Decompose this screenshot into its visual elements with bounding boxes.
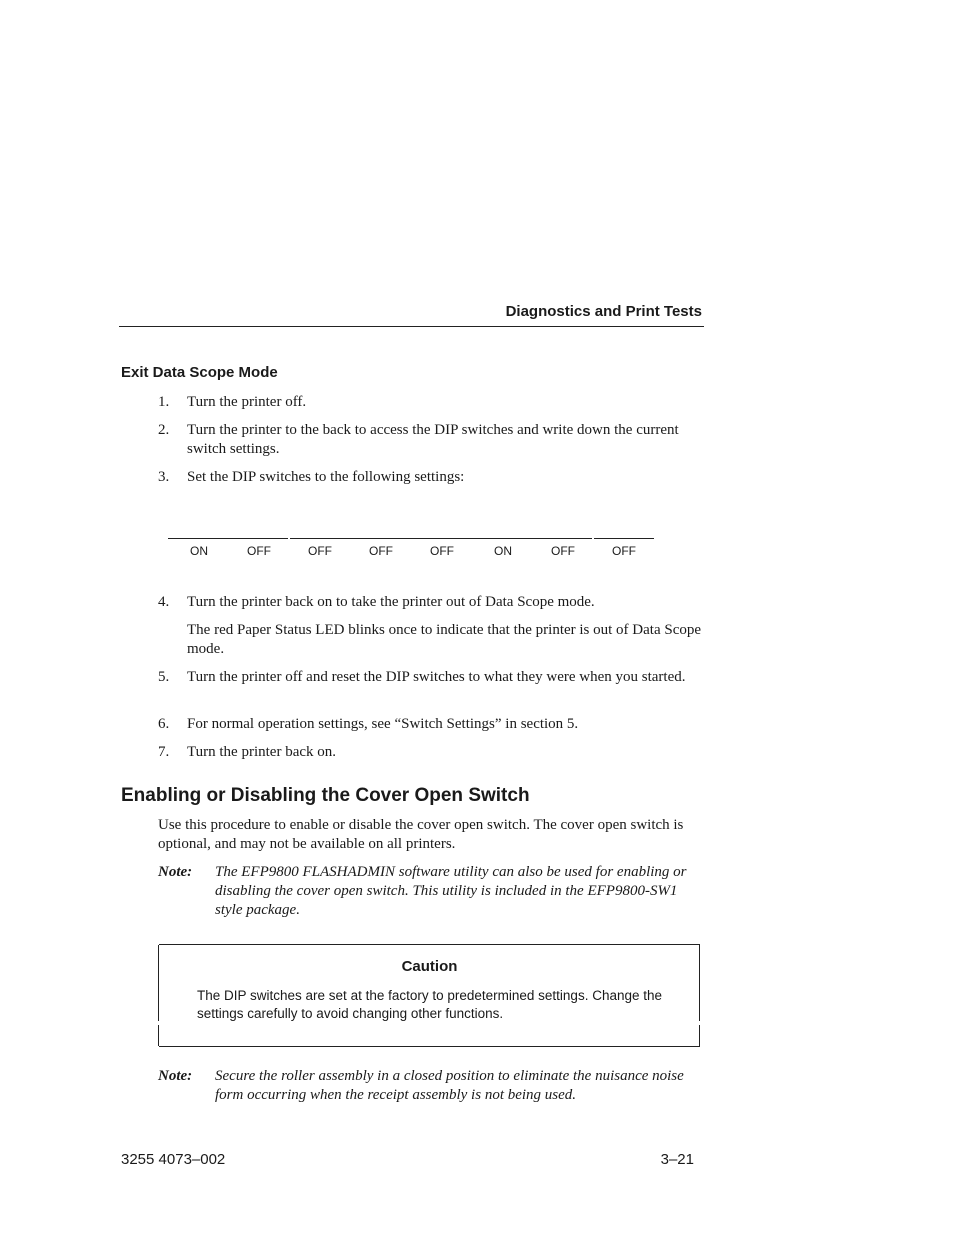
switch-6-setting: ON bbox=[494, 544, 512, 558]
step-text: For normal operation settings, see “Switch Settings” in section 5. bbox=[187, 716, 579, 732]
step-text: Turn the printer back on to take the printer out of Data Scope mode. bbox=[187, 594, 595, 610]
step-number: 3. bbox=[158, 469, 170, 485]
step-text: Turn the printer off. bbox=[187, 394, 307, 410]
step-number: 2. bbox=[158, 422, 170, 438]
section-heading-exit-data-scope: Exit Data Scope Mode bbox=[121, 364, 278, 381]
switch-2-setting: OFF bbox=[247, 544, 271, 558]
table-rule bbox=[290, 538, 592, 539]
intro-paragraph: Use this procedure to enable or disable the cover open switch. The cover open switch is optional, and may not be available on all printers. bbox=[158, 817, 684, 852]
caution-border-left bbox=[158, 945, 159, 1021]
dip-switch-settings-table bbox=[168, 538, 654, 568]
table-rule bbox=[168, 538, 288, 539]
table-rule bbox=[594, 538, 654, 539]
step-number: 1. bbox=[158, 394, 170, 410]
switch-4-setting: OFF bbox=[369, 544, 393, 558]
switch-1-setting: ON bbox=[190, 544, 208, 558]
footer-doc-number: 3255 4073–002 bbox=[121, 1151, 226, 1168]
step-number: 4. bbox=[158, 594, 170, 610]
step-text: Turn the printer off and reset the DIP switches to what they were when you started. bbox=[187, 669, 686, 685]
note-label: Note: bbox=[158, 864, 193, 880]
caution-border-left bbox=[158, 1025, 159, 1046]
switch-7-setting: OFF bbox=[551, 544, 575, 558]
switch-8-setting: OFF bbox=[612, 544, 636, 558]
caution-border-right bbox=[699, 945, 700, 1021]
caution-box bbox=[159, 944, 700, 1047]
step-text: Turn the printer to the back to access the DIP switches and write down the current switch settings. bbox=[187, 422, 679, 457]
header-rule bbox=[119, 326, 704, 327]
caution-border-right bbox=[699, 1025, 700, 1046]
note-label: Note: bbox=[158, 1068, 193, 1084]
switch-5-setting: OFF bbox=[430, 544, 454, 558]
step-number: 5. bbox=[158, 669, 170, 685]
caution-text: The DIP switches are set at the factory to predetermined settings. Change the settings carefully to avoid changing other functions. bbox=[197, 988, 662, 1021]
running-head: Diagnostics and Print Tests bbox=[505, 303, 702, 320]
step-number: 7. bbox=[158, 744, 170, 760]
switch-3-setting: OFF bbox=[308, 544, 332, 558]
footer-page-number: 3–21 bbox=[660, 1151, 694, 1168]
step-number: 6. bbox=[158, 716, 170, 732]
note-text: The EFP9800 FLASHADMIN software utility can also be used for enabling or disabling the cover open switch. This utility is included in the EFP9800-SW1 style package. bbox=[215, 864, 687, 918]
step-text: Turn the printer back on. bbox=[187, 744, 337, 760]
caution-title: Caution bbox=[401, 958, 458, 975]
section-heading-cover-open-switch: Enabling or Disabling the Cover Open Switch bbox=[121, 785, 530, 806]
note-text: Secure the roller assembly in a closed position to eliminate the nuisance noise form occurring when the receipt assembly is not being used. bbox=[215, 1068, 684, 1103]
step-text: Set the DIP switches to the following settings: bbox=[187, 469, 465, 485]
step-4-followup: The red Paper Status LED blinks once to indicate that the printer is out of Data Scope mode. bbox=[187, 622, 702, 657]
